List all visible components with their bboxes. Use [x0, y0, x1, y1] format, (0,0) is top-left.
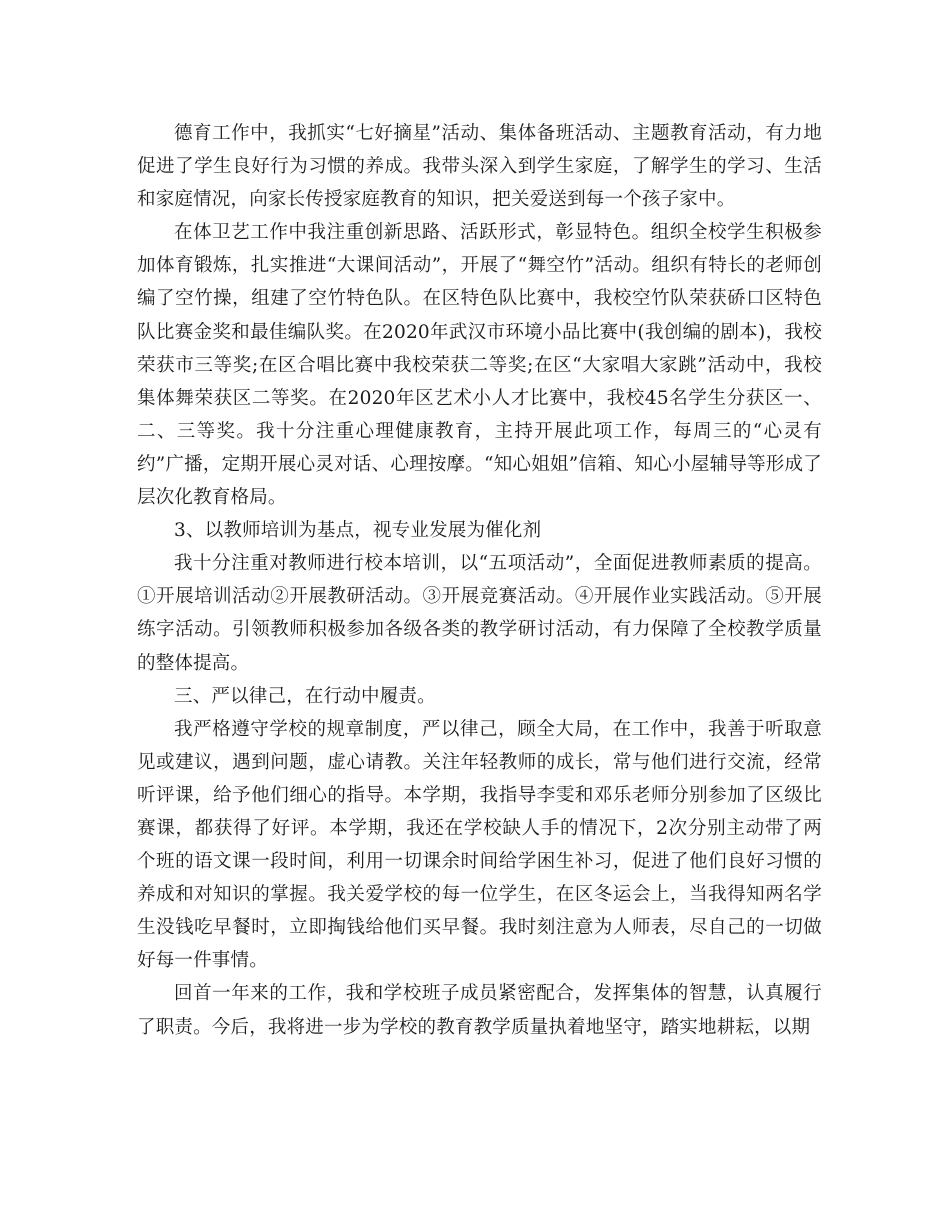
paragraph-sports-arts: 在体卫艺工作中我注重创新思路、活跃形式，彰显特色。组织全校学生积极参加体育锻炼，扎实推进“大课间活动”，开展了“舞空竹”活动。组织有特长的老师创编了空竹操，组建了空竹特色队。在区特色队比赛中，我校空竹队荣获硚口区特色队比赛金奖和最佳编队奖。在2020年武汉市环境小品比赛中(我创编的剧本)，我校荣获市三等奖;在区合唱比赛中我校荣获二等奖;在区“大家唱大家跳”活动中，我校集体舞荣获区二等奖。在2020年区艺术小人才比赛中，我校45名学生分获区一、二、三等奖。我十分注重心理健康教育，主持开展此项工作，每周三的“心灵有约”广播，定期开展心灵对话、心理按摩。“知心姐姐”信箱、知心小屋辅导等形成了层次化教育格局。 [137, 222, 822, 509]
paragraph-self-discipline: 我严格遵守学校的规章制度，严以律己，顾全大局，在工作中，我善于听取意见或建议，遇到问题，虚心请教。关注年轻教师的成长，常与他们进行交流，经常听评课，给予他们细心的指导。本学期，我指导李雯和邓乐老师分别参加了区级比赛课，都获得了好评。本学期，我还在学校缺人手的情况下，2次分别主动带了两个班的语文课一段时间，利用一切课余时间给学困生补习，促进了他们良好习惯的养成和对知识的掌握。我关爱学校的每一位学生，在区冬运会上，当我得知两名学生没钱吃早餐时，立即掏钱给他们买早餐。我时刻注意为人师表，尽自己的一切做好每一件事情。 [137, 718, 822, 972]
paragraph-teacher-training: 我十分注重对教师进行校本培训，以“五项活动”，全面促进教师素质的提高。①开展培训活动②开展教研活动。③开展竞赛活动。④开展作业实践活动。⑤开展练字活动。引领教师积极参加各级各类的教学研讨活动，有力保障了全校教学质量的整体提高。 [137, 553, 822, 674]
paragraph-moral-education: 德育工作中，我抓实“七好摘星”活动、集体备班活动、主题教育活动，有力地促进了学生良好行为习惯的养成。我带头深入到学生家庭，了解学生的学习、生活和家庭情况，向家长传授家庭教育的知识，把关爱送到每一个孩子家中。 [137, 123, 822, 211]
section-heading-self-discipline: 三、严以律己，在行动中履责。 [174, 685, 436, 707]
section-heading-teacher-training: 3、以教师培训为基点，视专业发展为催化剂 [174, 520, 542, 542]
paragraph-review: 回首一年来的工作，我和学校班子成员紧密配合，发挥集体的智慧，认真履行了职责。今后，我将进一步为学校的教育教学质量执着地坚守，踏实地耕耘，以期 [137, 983, 822, 1038]
